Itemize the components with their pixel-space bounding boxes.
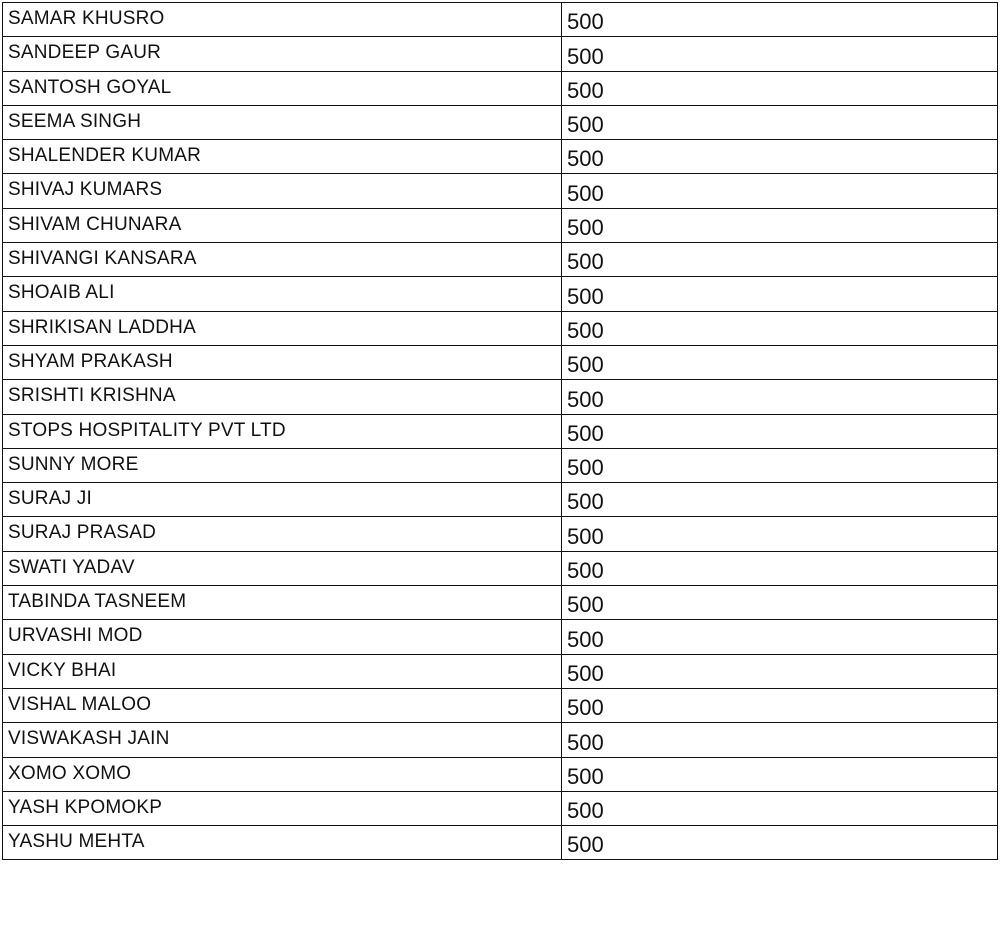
amount-cell: 500 [562,826,998,860]
amount-cell: 500 [562,3,998,37]
amount-cell: 500 [562,757,998,791]
table-row [3,414,998,448]
amount-cell: 500 [562,586,998,620]
table-row [3,791,998,825]
name-cell: VISHAL MALOO [3,688,562,722]
name-cell: SURAJ JI [3,483,562,517]
table-row [3,105,998,139]
name-cell: SHIVANGI KANSARA [3,243,562,277]
name-cell: URVASHI MOD [3,620,562,654]
name-cell: SANTOSH GOYAL [3,71,562,105]
amount-cell: 500 [562,723,998,757]
table-row [3,586,998,620]
table-row [3,448,998,482]
table-body [3,3,998,860]
name-cell: SURAJ PRASAD [3,517,562,551]
amount-cell: 500 [562,174,998,208]
name-cell: SHIVAM CHUNARA [3,208,562,242]
name-cell: SHYAM PRAKASH [3,345,562,379]
amount-cell: 500 [562,620,998,654]
table-row [3,174,998,208]
table-row [3,551,998,585]
name-cell: SAMAR KHUSRO [3,3,562,37]
amount-cell: 500 [562,791,998,825]
name-cell: TABINDA TASNEEM [3,586,562,620]
name-cell: VICKY BHAI [3,654,562,688]
name-cell: SWATI YADAV [3,551,562,585]
table-row [3,826,998,860]
amount-cell: 500 [562,311,998,345]
table-row [3,517,998,551]
table-row [3,723,998,757]
table-row [3,483,998,517]
name-cell: SHIVAJ KUMARS [3,174,562,208]
table-row [3,654,998,688]
table-row [3,208,998,242]
name-cell: SEEMA SINGH [3,105,562,139]
table-row [3,140,998,174]
name-cell: XOMO XOMO [3,757,562,791]
table-row [3,71,998,105]
name-cell: SHRIKISAN LADDHA [3,311,562,345]
name-cell: SANDEEP GAUR [3,37,562,71]
table-row [3,3,998,37]
amount-cell: 500 [562,517,998,551]
table-row [3,345,998,379]
amount-cell: 500 [562,448,998,482]
table-row [3,380,998,414]
name-cell: VISWAKASH JAIN [3,723,562,757]
amount-cell: 500 [562,414,998,448]
name-cell: SRISHTI KRISHNA [3,380,562,414]
name-cell: SHALENDER KUMAR [3,140,562,174]
amount-cell: 500 [562,688,998,722]
amount-cell: 500 [562,483,998,517]
amount-cell: 500 [562,71,998,105]
amount-cell: 500 [562,243,998,277]
amount-cell: 500 [562,140,998,174]
donor-table [2,2,998,860]
amount-cell: 500 [562,105,998,139]
amount-cell: 500 [562,654,998,688]
table-row [3,37,998,71]
table-row [3,688,998,722]
amount-cell: 500 [562,345,998,379]
amount-cell: 500 [562,208,998,242]
table-row [3,277,998,311]
amount-cell: 500 [562,551,998,585]
table-row [3,243,998,277]
name-cell: SHOAIB ALI [3,277,562,311]
table-row [3,620,998,654]
table-row [3,757,998,791]
amount-cell: 500 [562,277,998,311]
name-cell: YASH KPOMOKP [3,791,562,825]
name-cell: STOPS HOSPITALITY PVT LTD [3,414,562,448]
table-row [3,311,998,345]
name-cell: YASHU MEHTA [3,826,562,860]
amount-cell: 500 [562,37,998,71]
name-cell: SUNNY MORE [3,448,562,482]
amount-cell: 500 [562,380,998,414]
